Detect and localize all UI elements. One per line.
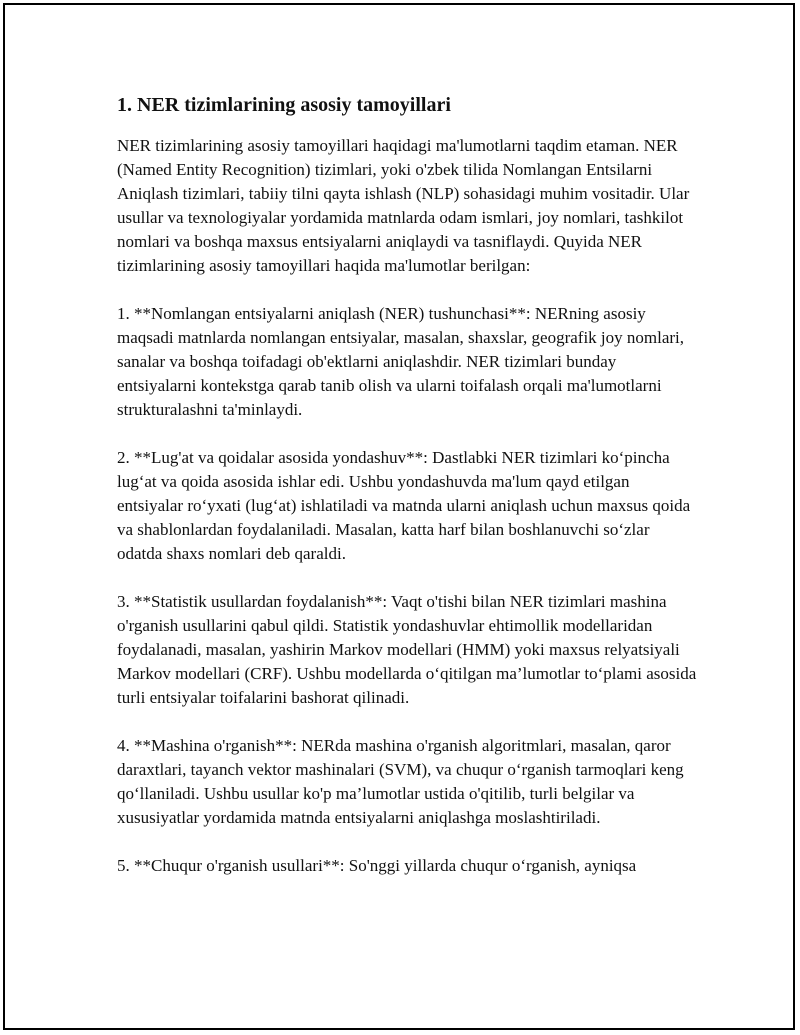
document-title: 1. NER tizimlarining asosiy tamoyillari: [117, 94, 451, 116]
paragraph-4: 4. **Mashina o'rganish**: NERda mashina o'rganish algoritmlari, masalan, qaror daraxtlari, tayanch vektor mashinalari (SVM), va chuqur o‘rganish tarmoqlari keng qo‘llaniladi. Ushbu usullar ko'p ma’lumotlar ustida o'qitilib, turli belgilar va xususiyatlar yordamida matnda entsiyalarni aniqlashga moslashtiriladi.: [117, 736, 684, 827]
intro-paragraph: NER tizimlarining asosiy tamoyillari haqidagi ma'lumotlarni taqdim etaman. NER (Named Entity Recognition) tizimlari, yoki o'zbek tilida Nomlangan Entsilarni Aniqlash tizimlari, tabiiy tilni qayta ishlash (NLP) sohasidagi muhim vositadir. Ular usullar va texnologiyalar yordamida matnlarda odam ismlari, joy nomlari, tashkilot nomlari va boshqa maxsus entsiyalarni aniqlaydi va tasniflaydi. Quyida NER tizimlarining asosiy tamoyillari haqida ma'lumotlar berilgan:: [117, 136, 690, 275]
document-body: [117, 92, 697, 902]
paragraph-3: 3. **Statistik usullardan foydalanish**: Vaqt o'tishi bilan NER tizimlari mashina o'rganish usullarini qabul qildi. Statistik yondashuvlar ehtimollik modellaridan foydalanadi, masalan, yashirin Markov modellari (HMM) yoki maxsus relyatsiyali Markov modellari (CRF). Ushbu modellarda o‘qitilgan ma’lumotlar to‘plami asosida turli entsiyalar toifalarini bashorat qilinadi.: [117, 592, 697, 707]
paragraph-5: 5. **Chuqur o'rganish usullari**: So'nggi yillarda chuqur o‘rganish, ayniqsa: [117, 856, 637, 875]
paragraph-1: 1. **Nomlangan entsiyalarni aniqlash (NER) tushunchasi**: NERning asosiy maqsadi matnlarda nomlangan entsiyalar, masalan, shaxslar, geografik joy nomlari, sanalar va boshqa toifadagi ob'ektlarni aniqlashdir. NER tizimlari bunday entsiyalarni kontekstga qarab tanib olish va ularni toifalash orqali ma'lumotlarni strukturalashni ta'minlaydi.: [117, 304, 685, 419]
paragraph-2: 2. **Lug'at va qoidalar asosida yondashuv**: Dastlabki NER tizimlari ko‘pincha lug‘at va qoida asosida ishlar edi. Ushbu yondashuvda ma'lum qayd etilgan entsiyalar ro‘yxati (lug‘at) ishlatiladi va matnda ularni aniqlash uchun maxsus qoida va shablonlardan foydalaniladi. Masalan, katta harf bilan boshlanuvchi so‘zlar odatda shaxs nomlari deb qaraldi.: [117, 448, 691, 563]
